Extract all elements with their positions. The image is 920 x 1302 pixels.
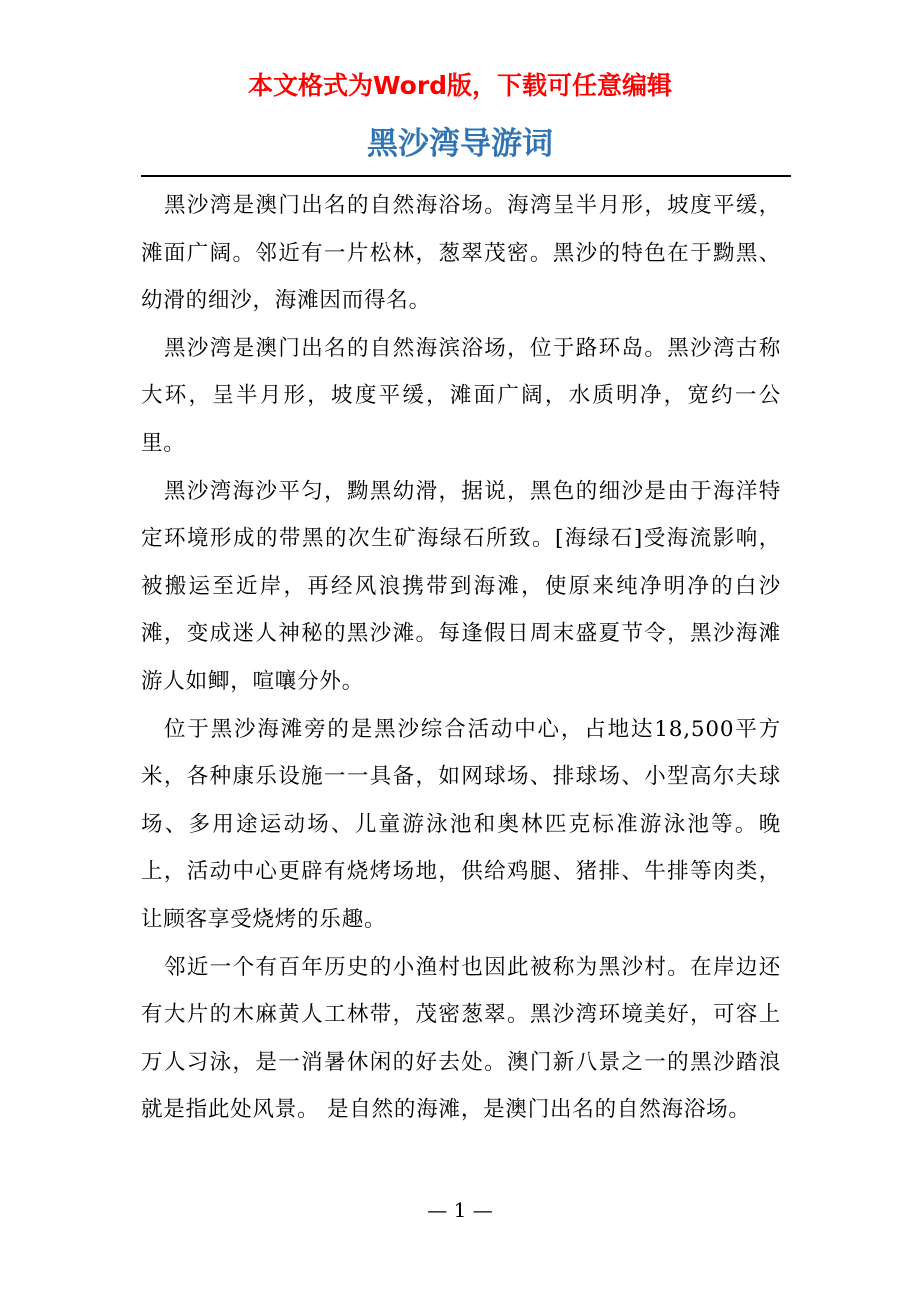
document-title: 黑沙湾导游词 [367, 126, 553, 162]
paragraph: 邻近一个有百年历史的小渔村也因此被称为黑沙村。在岸边还有大片的木麻黄人工林带，茂密葱翠。黑沙湾环境美好，可容上万人习泳，是一消暑休闲的好去处。澳门新八景之一的黑沙踏浪就是指此处风景。 是自然的海滩，是澳门出名的自然海浴场。 [141, 954, 781, 1123]
editable-format-banner: 本文格式为Word版，下载可任意编辑 [247, 71, 673, 100]
paragraph: 位于黑沙海滩旁的是黑沙综合活动中心，占地达18,500平方米，各种康乐设施一一具备，如网球场、排球场、小型高尔夫球场、多用途运动场、儿童游泳池和奥林匹克标准游泳池等。晚上，活动中心更辟有烧烤场地，供给鸡腿、猪排、牛排等肉类，让顾客享受烧烤的乐趣。 [141, 716, 781, 932]
page-number: — 1 — [427, 1198, 493, 1222]
title-divider [141, 175, 791, 177]
document-body [141, 182, 781, 1134]
paragraph: 黑沙湾是澳门出名的自然海滨浴场，位于路环岛。黑沙湾古称大环，呈半月形，坡度平缓，滩面广阔，水质明净，宽约一公里。 [141, 335, 781, 456]
paragraph: 黑沙湾是澳门出名的自然海浴场。海湾呈半月形，坡度平缓，滩面广阔。邻近有一片松林，葱翠茂密。黑沙的特色在于黝黑、幼滑的细沙，海滩因而得名。 [141, 193, 781, 314]
paragraph: 黑沙湾海沙平匀，黝黑幼滑，据说，黑色的细沙是由于海洋特定环境形成的带黑的次生矿海绿石所致。[海绿石]受海流影响，被搬运至近岸，再经风浪携带到海滩，使原来纯净明净的白沙滩，变成迷人神秘的黑沙滩。每逢假日周末盛夏节令，黑沙海滩游人如鲫，喧嚷分外。 [141, 478, 781, 694]
